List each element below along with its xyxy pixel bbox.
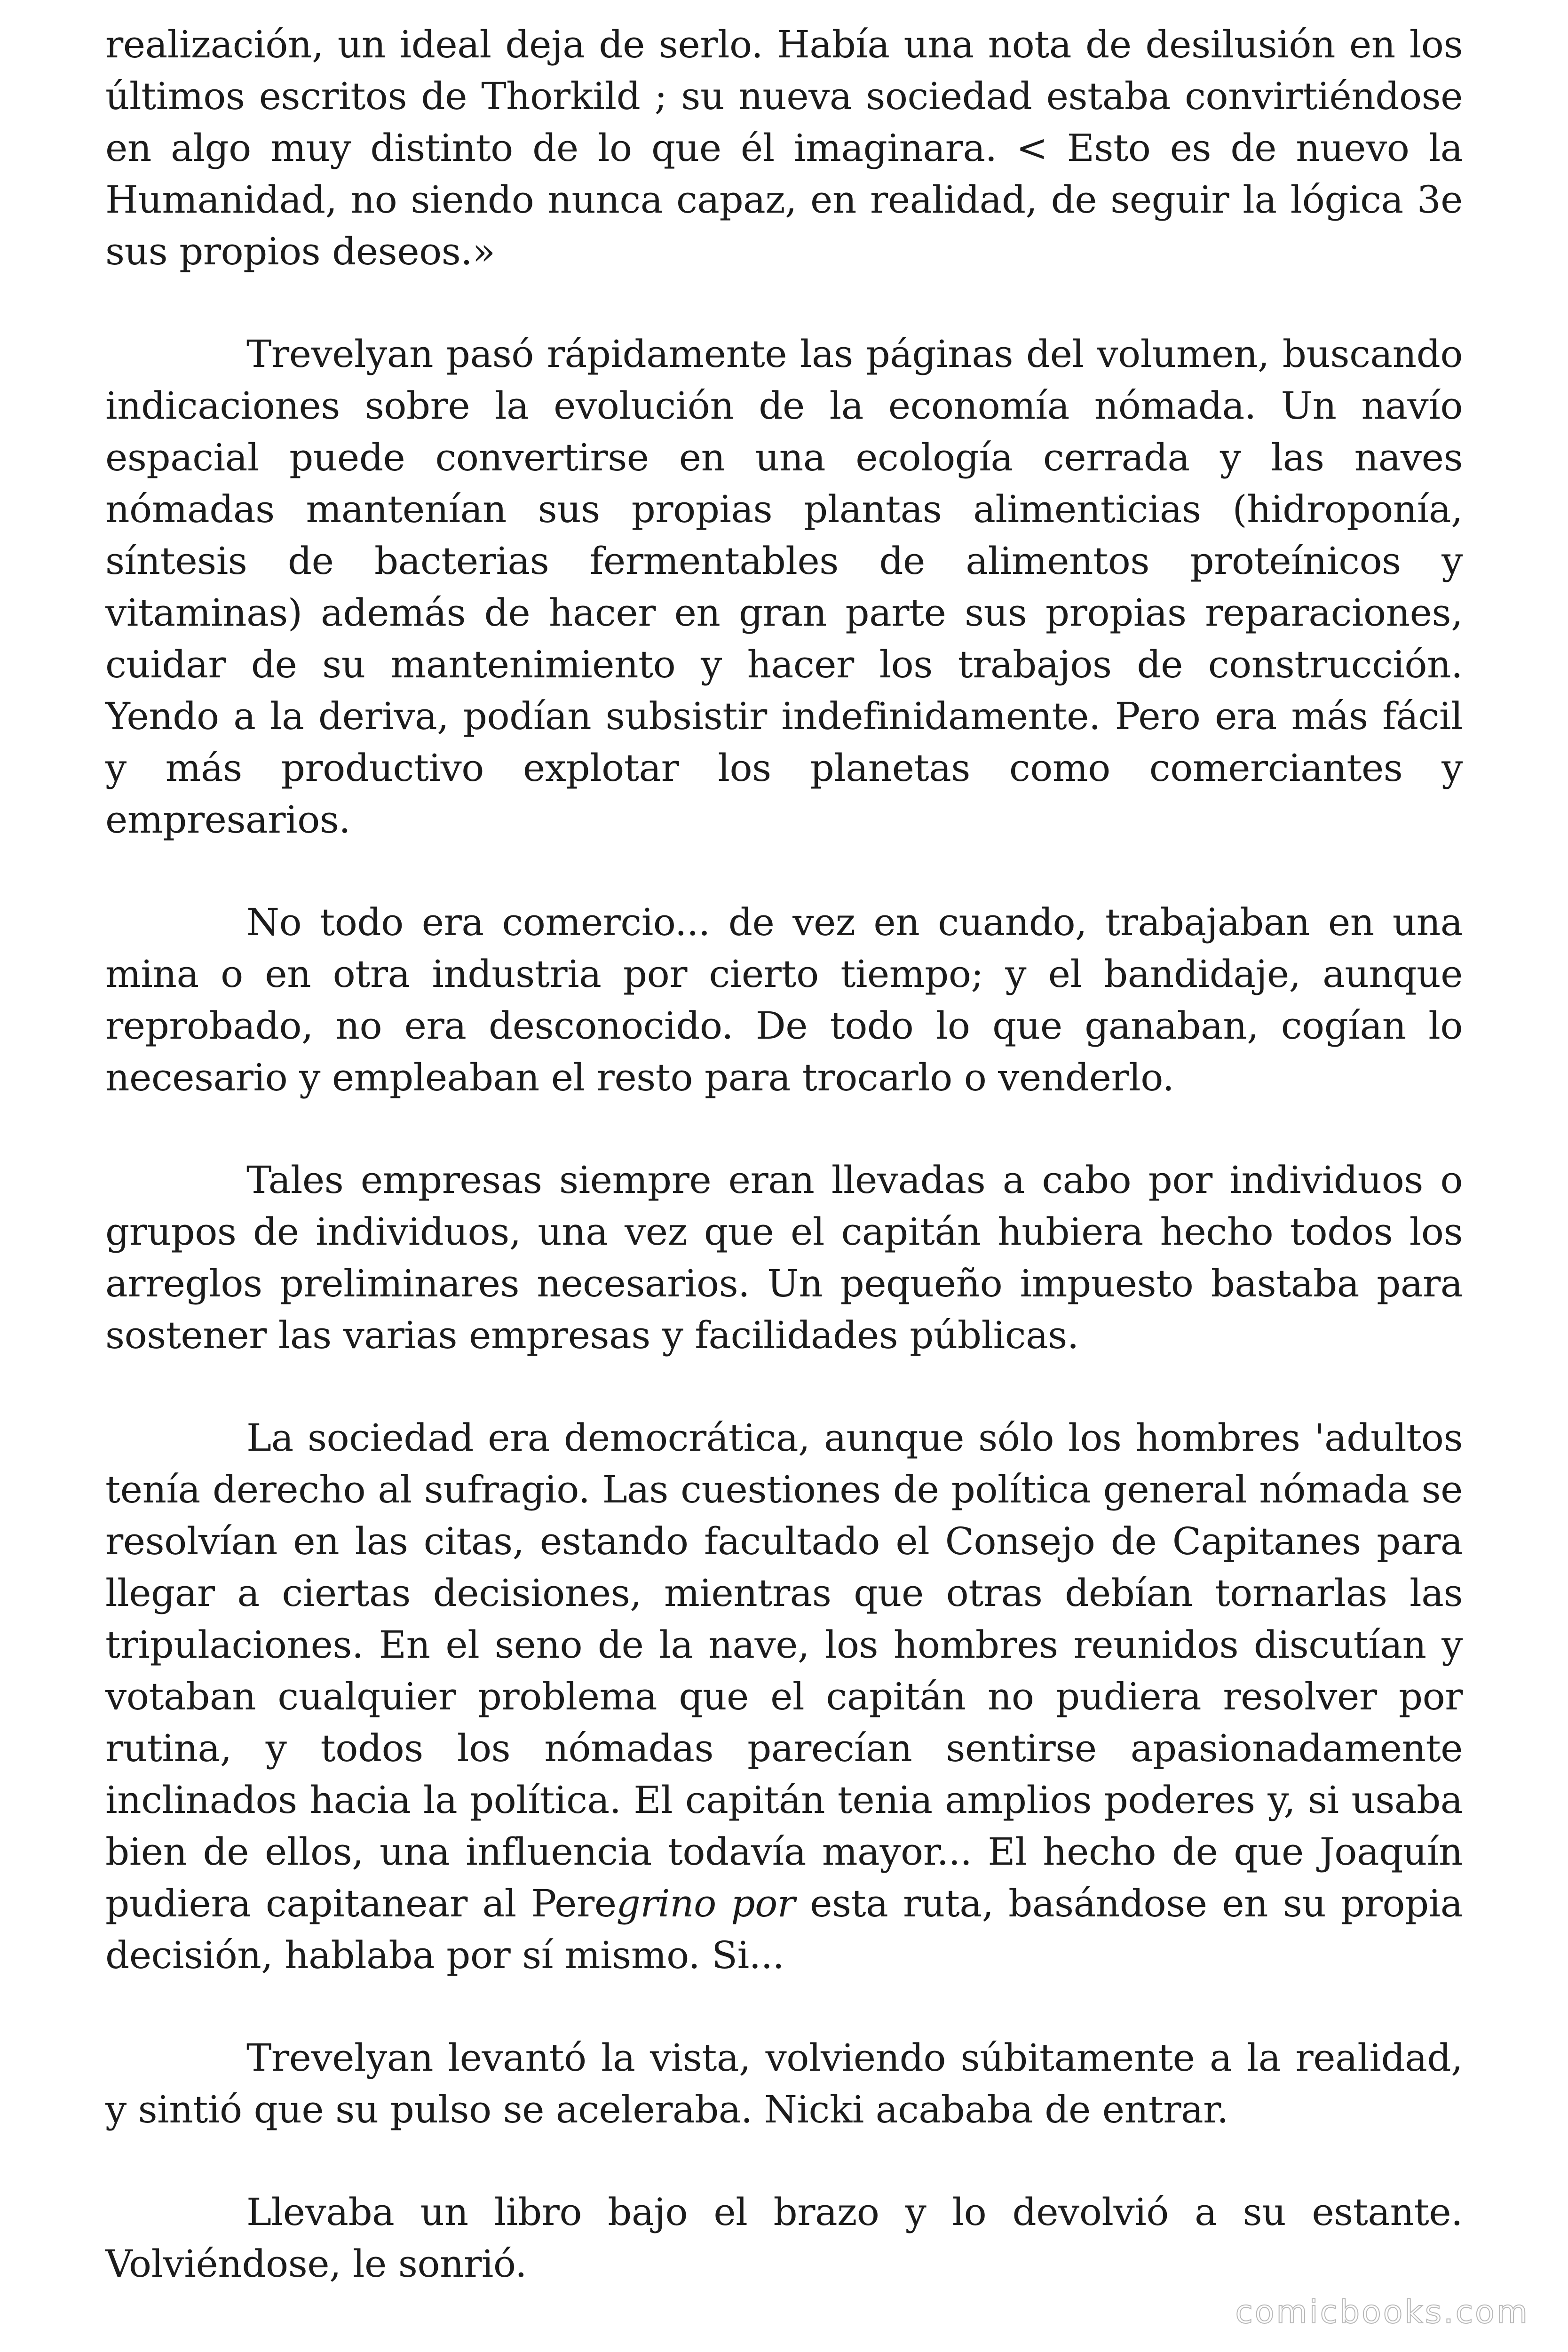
paragraph-3: No todo era comercio... de vez en cuando, trabajaban en una mina o en otra industria por cierto tiempo; y el bandidaje, aunque reprobado, no era desconocido. De todo lo que ganaban, cogían lo necesario y empleaban el resto para trocarlo o venderlo. xyxy=(105,900,1463,1099)
paragraph-6: Trevelyan levantó la vista, volviendo súbitamente a la realidad, y sintió que su pulso se aceleraba. Nicki acababa de entrar. xyxy=(105,2036,1463,2131)
paragraph-5-text-start: La sociedad era democrática, aunque sólo los hombres 'adultos tenía derecho al sufragio. Las cuestiones de política general nómada se resolvían en las citas, estando facultado el Consejo de Capitanes para llegar a ciertas decisiones, mientras que otras debían tornarlas las tripulaciones. En el seno de la nave, los hombres reunidos discutían y votaban cualquier problema que el capitán no pudiera resolver por rutina, y todos los nómadas parecían sentirse apasionadamente inclinados hacia la política. El capitán tenia amplios poderes y, si usaba bien de ellos, una influencia todavía mayor... El hecho de que Joaquín pudiera capitanear al Pere xyxy=(105,1416,1463,1925)
paragraph-2: Trevelyan pasó rápidamente las páginas del volumen, buscando indicaciones sobre la evolución de la economía nómada. Un navío espacial puede convertirse en una ecología cerrada y las naves nómadas mantenían sus propias plantas alimenticias (hidroponía, síntesis de bacterias fermentables de alimentos proteínicos y vitaminas) además de hacer en gran parte sus propias reparaciones, cuidar de su mantenimiento y hacer los trabajos de construcción. Yendo a la deriva, podían subsistir indefinidamente. Pero era más fácil y más productivo explotar los planetas como comerciantes y empresarios. xyxy=(105,332,1463,842)
paragraph-5-text-end: esta ruta, basándose en su propia decisión, hablaba por sí mismo. Si... xyxy=(105,1882,1463,1977)
paragraph-5 xyxy=(105,1412,1463,1981)
watermark: comicbooks.com xyxy=(1235,2294,1529,2331)
paragraph-7: Llevaba un libro bajo el brazo y lo devolvió a su estante. Volviéndose, le sonrió. xyxy=(105,2190,1463,2286)
paragraph-1: realización, un ideal deja de serlo. Había una nota de desilusión en los últimos escritos de Thorkild ; su nueva sociedad estaba convirtiéndose en algo muy distinto de lo que él imaginara. < Esto es de nuevo la Humanidad, no siendo nunca capaz, en realidad, de seguir la lógica 3e sus propios deseos.» xyxy=(105,23,1463,273)
paragraph-5-italic-text: grino por xyxy=(616,1882,795,1925)
book-page-text xyxy=(105,19,1463,2290)
paragraph-4: Tales empresas siempre eran llevadas a cabo por individuos o grupos de individuos, una vez que el capitán hubiera hecho todos los arreglos preliminares necesarios. Un pequeño impuesto bastaba para sostener las varias empresas y facilidades públicas. xyxy=(105,1158,1463,1357)
